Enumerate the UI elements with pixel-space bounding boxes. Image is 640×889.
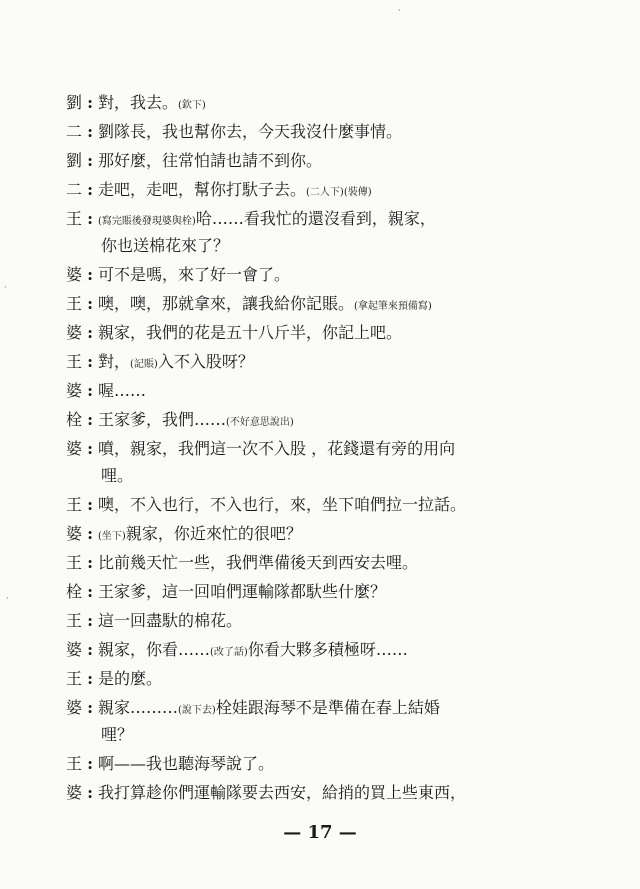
line-text: 這一回盡馱的棉花。 xyxy=(98,611,243,630)
stage-direction: (改了話) xyxy=(210,647,248,658)
colon: : xyxy=(87,352,93,371)
speaker: 王 xyxy=(66,553,83,572)
dialogue-line xyxy=(66,495,566,515)
colon: : xyxy=(87,180,93,199)
line-text: 入不入股呀？ xyxy=(157,352,254,371)
stage-direction: (寫完賬後發現婆與栓) xyxy=(98,216,196,227)
line-text: 栓娃跟海琴不是準備在春上結婚 xyxy=(215,698,440,717)
dialogue-line xyxy=(66,122,566,142)
dialogue-line xyxy=(66,209,566,232)
line-text: 噴，親家，我們這一次不入股 ，花錢還有旁的用向 xyxy=(98,439,456,458)
speaker: 王 xyxy=(66,611,83,630)
line-text: 走吧，走吧，幫你打馱子去。 xyxy=(98,180,307,199)
scan-speck: · xyxy=(4,283,7,292)
speaker: 婆 xyxy=(66,381,83,400)
speaker: 婆 xyxy=(66,698,83,717)
scan-speck: · xyxy=(398,6,401,15)
dialogue-line xyxy=(66,524,566,547)
colon: : xyxy=(87,698,93,717)
colon: : xyxy=(87,495,93,514)
speaker: 婆 xyxy=(66,524,83,543)
stage-direction: (不好意思說出) xyxy=(226,417,294,428)
line-text: 劉隊長，我也幫你去，今天我沒什麼事情。 xyxy=(98,122,403,141)
speaker: 王 xyxy=(66,669,83,688)
stage-direction: (記賬) xyxy=(130,359,158,370)
line-text: 是的麼。 xyxy=(98,669,163,688)
colon: : xyxy=(87,754,93,773)
dialogue-line xyxy=(66,151,566,171)
scan-speck: · xyxy=(6,594,9,603)
colon: : xyxy=(87,669,93,688)
dialogue-line xyxy=(66,410,566,433)
speaker: 王 xyxy=(66,754,83,773)
continuation-line: 哩。 xyxy=(101,466,134,485)
colon: : xyxy=(87,524,93,543)
dialogue-line xyxy=(66,783,566,803)
speaker: 婆 xyxy=(66,265,83,284)
speaker: 劉 xyxy=(66,151,83,170)
line-text: 親家，你看…… xyxy=(98,640,211,659)
dialogue-line xyxy=(66,640,566,663)
dialogue-line xyxy=(66,698,566,721)
line-text: 親家，你近來忙的很吧？ xyxy=(125,524,302,543)
line-text: 親家，我們的花是五十八斤半，你記上吧。 xyxy=(98,323,403,342)
speaker: 婆 xyxy=(66,640,83,659)
stage-direction: (欽下) xyxy=(178,100,206,111)
speaker: 王 xyxy=(66,294,83,313)
dialogue-line xyxy=(66,754,566,774)
dialogue-line xyxy=(66,93,566,116)
colon: : xyxy=(87,640,93,659)
colon: : xyxy=(87,410,93,429)
dialogue-line xyxy=(66,381,566,401)
line-text: 對， xyxy=(98,352,131,371)
colon: : xyxy=(87,783,93,802)
speaker: 栓 xyxy=(66,410,83,429)
dialogue-line xyxy=(66,265,566,285)
speaker: 劉 xyxy=(66,93,83,112)
continuation-line: 哩？ xyxy=(101,725,134,744)
dialogue-line xyxy=(66,352,566,375)
speaker: 二 xyxy=(66,180,83,199)
stage-direction: (坐下) xyxy=(98,531,126,542)
continuation-line: 你也送棉花來了？ xyxy=(101,236,230,255)
line-text: 噢，噢，那就拿來，讓我給你記賬。 xyxy=(98,294,355,313)
colon: : xyxy=(87,553,93,572)
line-text: 我打算趁你們運輸隊要去西安，給捎的買上些東西， xyxy=(98,783,467,802)
speaker: 婆 xyxy=(66,439,83,458)
colon: : xyxy=(87,209,93,228)
colon: : xyxy=(87,582,93,601)
stage-direction: (拿起筆來預備寫) xyxy=(354,301,432,312)
line-text: 王家爹，我們…… xyxy=(98,410,227,429)
speaker: 王 xyxy=(66,209,83,228)
stage-direction: (說下去) xyxy=(178,705,216,716)
colon: : xyxy=(87,151,93,170)
speaker: 婆 xyxy=(66,323,83,342)
line-text: 對，我去。 xyxy=(98,93,179,112)
colon: : xyxy=(87,439,93,458)
dialogue-line xyxy=(66,611,566,631)
colon: : xyxy=(87,381,93,400)
stage-direction: (二人下)(裝傳) xyxy=(306,187,372,198)
page-number: — 17 — xyxy=(283,822,357,843)
dialogue-line xyxy=(66,323,566,343)
dialogue-line xyxy=(66,553,566,573)
line-text: 你看大夥多積極呀…… xyxy=(247,640,408,659)
line-text: 王家爹，這一回咱們運輸隊都馱些什麼？ xyxy=(98,582,387,601)
speaker: 二 xyxy=(66,122,83,141)
line-text: 親家……… xyxy=(98,698,179,717)
speaker: 王 xyxy=(66,495,83,514)
speaker: 婆 xyxy=(66,783,83,802)
colon: : xyxy=(87,265,93,284)
dialogue-line xyxy=(66,180,566,203)
line-text: 哈……看我忙的還沒看到，親家， xyxy=(195,209,436,228)
line-text: 可不是嗎，來了好一會了。 xyxy=(98,265,291,284)
line-text: 啊——我也聽海琴說了。 xyxy=(98,754,275,773)
line-text: 那好麼，往常怕請也請不到你。 xyxy=(98,151,323,170)
colon: : xyxy=(87,611,93,630)
dialogue-line xyxy=(66,439,566,459)
dialogue-line xyxy=(66,582,566,602)
line-text: 喔…… xyxy=(98,381,147,400)
dialogue-line xyxy=(66,294,566,317)
line-text: 比前幾天忙一些，我們準備後天到西安去哩。 xyxy=(98,553,419,572)
speaker: 栓 xyxy=(66,582,83,601)
colon: : xyxy=(87,122,93,141)
line-text: 噢，不入也行，不入也行，來，坐下咱們拉一拉話。 xyxy=(98,495,467,514)
colon: : xyxy=(87,93,93,112)
dialogue-line xyxy=(66,669,566,689)
colon: : xyxy=(87,294,93,313)
speaker: 王 xyxy=(66,352,83,371)
colon: : xyxy=(87,323,93,342)
